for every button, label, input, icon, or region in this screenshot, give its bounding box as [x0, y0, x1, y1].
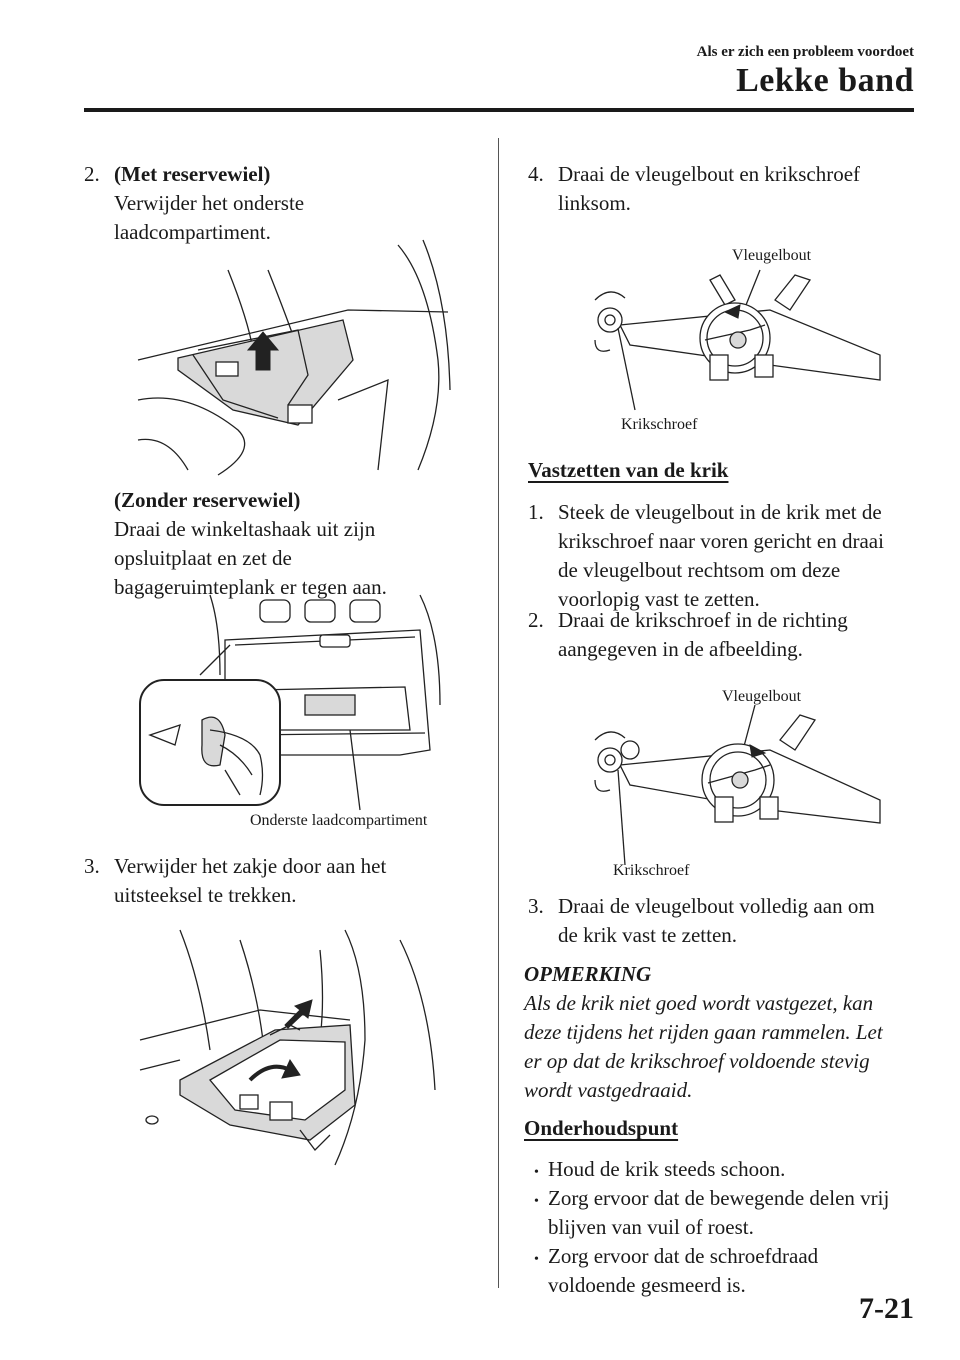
page-title: Lekke band	[736, 62, 914, 99]
step-number: 3.	[84, 854, 100, 878]
section-heading: Vastzetten van de krik	[528, 458, 729, 482]
column-divider	[498, 138, 499, 1288]
bullet-item	[534, 1155, 785, 1187]
figure-shopping-hook	[140, 595, 445, 810]
step-text: laadcompartiment.	[114, 220, 271, 244]
jack-step-3	[528, 892, 875, 921]
step-text: linksom.	[558, 191, 631, 215]
step-2	[84, 160, 270, 189]
page-number: 7-21	[859, 1292, 914, 1325]
bullet-item	[534, 1184, 889, 1216]
figure-jack-tighten	[590, 705, 885, 865]
bullet: •	[534, 1165, 539, 1180]
step-title: (Met reservewiel)	[114, 162, 271, 186]
step-text: Draai de krikschroef in de richting	[558, 608, 848, 632]
bullet-text: blijven van vuil of roest.	[548, 1215, 754, 1239]
note-text: er op dat de krikschroef voldoende stevig	[524, 1049, 870, 1073]
bullet-text: Houd de krik steeds schoon.	[548, 1157, 786, 1181]
alt-title: (Zonder reservewiel)	[114, 488, 301, 512]
section-header: Als er zich een probleem voordoet	[696, 44, 914, 60]
figure-jack-loosen	[590, 270, 885, 410]
note-text: Als de krik niet goed wordt vastgezet, kan	[524, 991, 874, 1015]
step-text: Verwijder het zakje door aan het	[114, 854, 387, 878]
jack-step-2	[528, 606, 848, 635]
step-text: Draai de vleugelbout volledig aan om	[558, 894, 875, 918]
jack-step-1	[528, 498, 882, 527]
step-text: aangegeven in de afbeelding.	[558, 637, 803, 661]
step-text: de vleugelbout rechtsom om deze	[558, 558, 841, 582]
bullet-text: Zorg ervoor dat de bewegende delen vrij	[548, 1186, 890, 1210]
step-number: 2.	[84, 162, 100, 186]
bullet-text: Zorg ervoor dat de schroefdraad	[548, 1244, 819, 1268]
figure-label: Krikschroef	[613, 862, 690, 879]
figure-remove-compartment	[138, 240, 458, 475]
figure-caption: Onderste laadcompartiment	[250, 812, 428, 829]
step-text: Draai de vleugelbout en krikschroef	[558, 162, 861, 186]
figure-label: Vleugelbout	[732, 247, 812, 264]
bullet-item	[534, 1242, 818, 1274]
maintenance-heading: Onderhoudspunt	[524, 1116, 679, 1140]
figure-label: Krikschroef	[621, 416, 698, 433]
alt-text: bagageruimteplank er tegen aan.	[114, 575, 387, 599]
alt-text: Draai de winkeltashaak uit zijn	[114, 517, 376, 541]
alt-text: opsluitplaat en zet de	[114, 546, 292, 570]
header-rule	[84, 108, 914, 112]
figure-label: Vleugelbout	[722, 688, 802, 705]
bullet: •	[534, 1252, 539, 1267]
step-text: krikschroef naar voren gericht en draai	[558, 529, 884, 553]
bullet-text: voldoende gesmeerd is.	[548, 1273, 746, 1297]
step-number: 1.	[528, 500, 544, 524]
step-4	[528, 160, 860, 189]
step-text: uitsteeksel te trekken.	[114, 883, 297, 907]
step-text: voorlopig vast te zetten.	[558, 587, 760, 611]
note-text: deze tijdens het rijden gaan rammelen. Let	[524, 1020, 883, 1044]
step-text: Steek de vleugelbout in de krik met de	[558, 500, 882, 524]
step-text: de krik vast te zetten.	[558, 923, 738, 947]
step-3	[84, 852, 386, 881]
step-number: 4.	[528, 162, 544, 186]
figure-remove-bag	[140, 930, 450, 1165]
step-number: 3.	[528, 894, 544, 918]
step-text: Verwijder het onderste	[114, 191, 305, 215]
step-number: 2.	[528, 608, 544, 632]
note-title: OPMERKING	[524, 962, 652, 986]
note-text: wordt vastgedraaid.	[524, 1078, 693, 1102]
bullet: •	[534, 1194, 539, 1209]
